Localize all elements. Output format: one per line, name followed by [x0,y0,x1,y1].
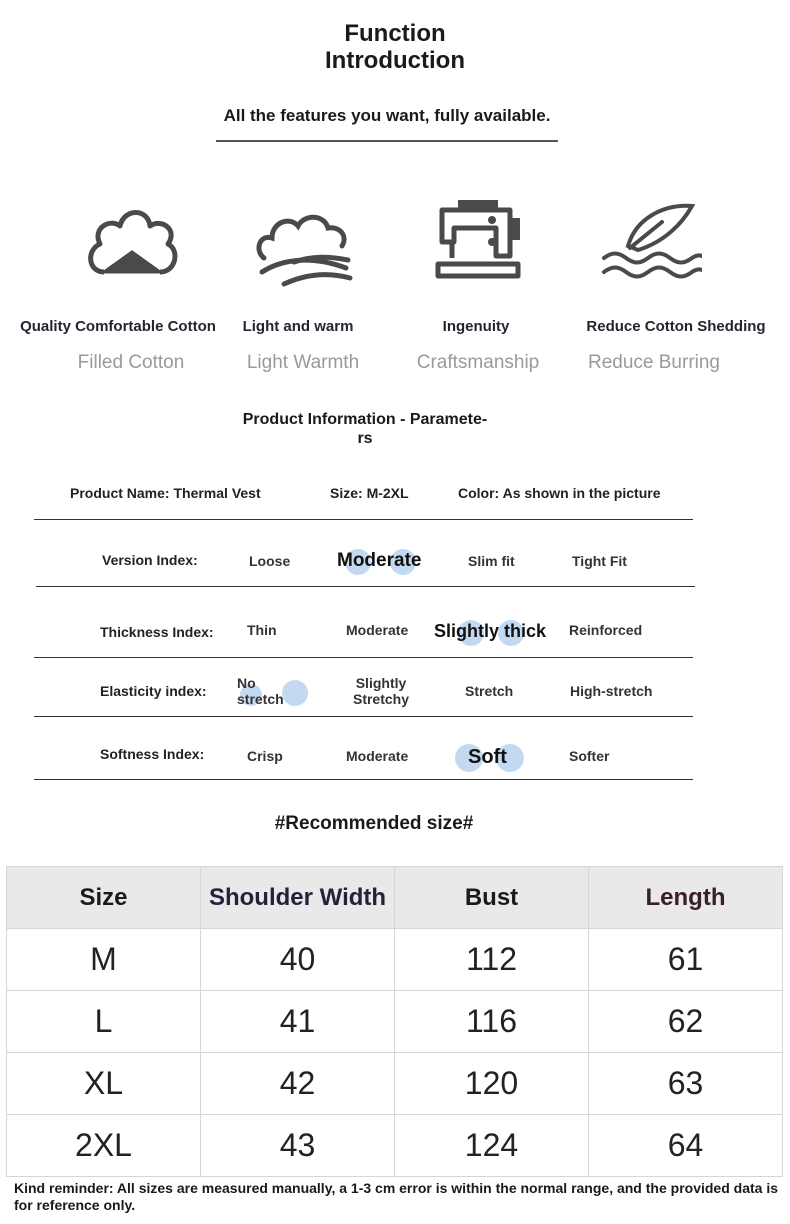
table-row [7,991,783,1053]
table-cell: 112 [395,929,589,991]
feature-sub-warm: Light Warmth [246,352,360,373]
product-color: Color: As shown in the picture [458,485,661,501]
softness-option: Crisp [247,748,283,764]
thickness-option: Moderate [346,622,409,638]
thickness-index-label: Thickness Index: [100,624,214,640]
measurement-reminder: Kind reminder: All sizes are measured manually, a 1-3 cm error is within the normal range, and the provided data is for reference only. [14,1180,778,1213]
table-cell: 64 [589,1115,783,1177]
table-cell: 120 [395,1053,589,1115]
page-subtitle: All the features you want, fully available. [223,106,551,125]
header-shoulder-width: Shoulder Width [201,867,395,929]
cotton-icon [82,198,182,288]
softness-option: Softer [569,748,610,764]
softness-index-label: Softness Index: [100,746,205,762]
feature-title-ingenuity: Ingenuity [442,318,510,335]
page-title: Function Introduction [325,20,465,74]
softness-option: Moderate [346,748,409,764]
product-size: Size: M-2XL [330,485,409,501]
feature-sub-cotton: Filled Cotton [77,352,185,373]
table-row [7,929,783,991]
table-cell: 61 [589,929,783,991]
feature-title-shedding: Reduce Cotton Shedding [586,318,766,335]
table-cell: XL [7,1053,201,1115]
feature-sub-burring: Reduce Burring [587,352,721,373]
softness-option-selected: Soft [468,746,507,768]
table-cell: 62 [589,991,783,1053]
cloud-warmth-icon [254,198,354,288]
parameters-title: Product Information - Paramete- rs [242,411,488,447]
version-index-label: Version Index: [102,552,198,568]
table-row [7,1115,783,1177]
version-option: Loose [249,553,291,569]
header-size: Size [7,867,201,929]
table-cell: 41 [201,991,395,1053]
table-cell: L [7,991,201,1053]
product-name: Product Name: Thermal Vest [70,485,261,501]
header-bust: Bust [395,867,589,929]
version-option: Tight Fit [572,553,627,569]
subtitle-underline [216,140,558,142]
elasticity-option-selected: No stretch [237,675,284,707]
elasticity-option: Slightly Stretchy [352,675,410,707]
feature-sub-craft: Craftsmanship [416,352,540,373]
table-cell: 40 [201,929,395,991]
table-cell: 42 [201,1053,395,1115]
table-cell: 63 [589,1053,783,1115]
table-cell: M [7,929,201,991]
table-cell: 43 [201,1115,395,1177]
thickness-option-selected: Slightly thick [434,621,547,641]
divider [34,519,693,520]
feather-icon [602,198,702,288]
table-row [7,1053,783,1115]
table-cell: 116 [395,991,589,1053]
divider [34,716,693,717]
recommended-size-title: #Recommended size# [274,813,474,834]
table-header-row [7,867,783,929]
thickness-option: Thin [247,622,277,638]
table-cell: 2XL [7,1115,201,1177]
divider [34,657,693,658]
elasticity-option: High-stretch [570,683,653,699]
sewing-machine-icon [432,198,532,288]
thickness-option: Reinforced [569,622,643,638]
elasticity-option: Stretch [465,683,514,699]
feature-title-cotton: Quality Comfortable Cotton [20,318,216,335]
header-length: Length [589,867,783,929]
divider [34,779,693,780]
version-option: Slim fit [468,553,515,569]
divider [36,586,695,587]
table-cell: 124 [395,1115,589,1177]
elasticity-index-label: Elasticity index: [100,683,207,699]
size-chart-table [6,866,783,1177]
version-option-selected: Moderate [337,550,422,571]
feature-title-warm: Light and warm [242,318,354,335]
